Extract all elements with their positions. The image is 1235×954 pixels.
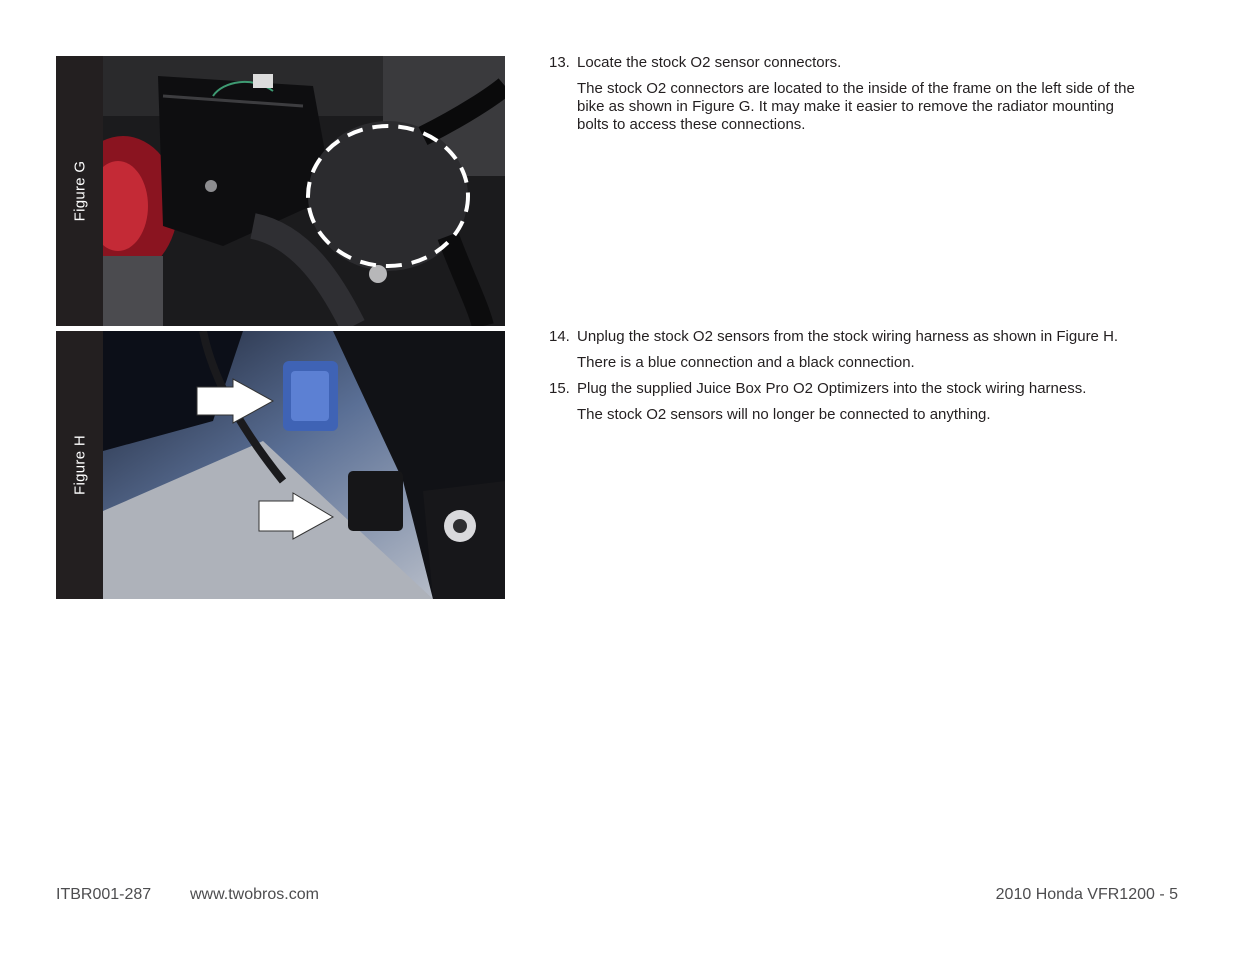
footer-page-label: 2010 Honda VFR1200 - 5: [995, 886, 1178, 903]
figure-h: [56, 331, 505, 599]
instruction-steps: [549, 54, 1189, 424]
step-title: Locate the stock O2 sensor connectors.: [577, 54, 842, 71]
step-number: 13.: [549, 54, 570, 71]
figure-g-label-tab: [56, 56, 103, 326]
figure-g: [56, 56, 505, 326]
step-detail: The stock O2 connectors are located to the inside of the frame on the left side of the bike as shown in Figure G. It may make it easier to remove the radiator mounting bolts to access these connections.: [577, 80, 1135, 133]
step-15: [549, 380, 1189, 424]
figure-h-label-tab: [56, 331, 103, 599]
step-number: 14.: [549, 328, 570, 345]
figure-g-photo: [103, 56, 505, 326]
step-number: 15.: [549, 380, 570, 397]
step-detail: There is a blue connection and a black connection.: [577, 354, 915, 371]
figure-h-photo: [103, 331, 505, 599]
footer-part-number: ITBR001-287: [56, 886, 152, 903]
step-13: [549, 54, 1189, 134]
step-detail: The stock O2 sensors will no longer be connected to anything.: [577, 406, 991, 423]
step-14: [549, 328, 1189, 372]
figure-g-label: Figure G: [71, 160, 88, 222]
step-title: Unplug the stock O2 sensors from the stock wiring harness as shown in Figure H.: [577, 328, 1119, 345]
footer-website: www.twobros.com: [190, 886, 319, 903]
step-title: Plug the supplied Juice Box Pro O2 Optimizers into the stock wiring harness.: [577, 380, 1087, 397]
figure-h-label: Figure H: [71, 435, 88, 495]
